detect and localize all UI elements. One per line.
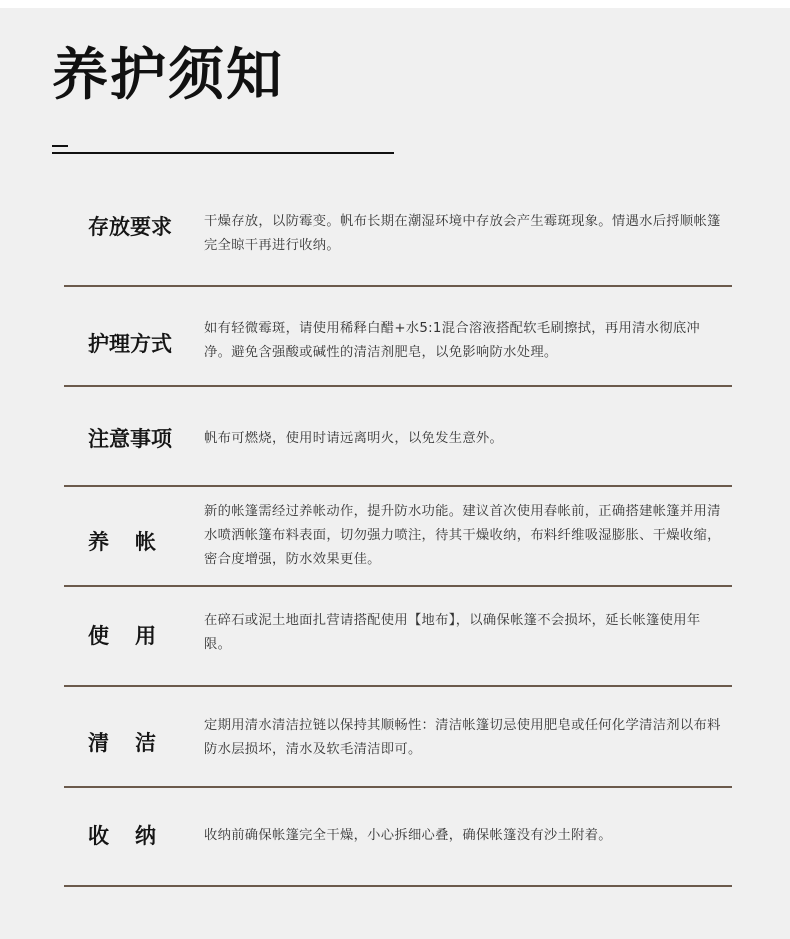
- section-label-usage: 使用: [88, 624, 182, 648]
- section-text-seasoning: 新的帐篷需经过养帐动作，提升防水功能。建议首次使用春帐前，正确搭建帐篷并用清水喷洒帐篷布料表面，切勿强力喷注，待其干燥收纳，布料纤维吸湿膨胀、干燥收缩，密合度增强，防水效果更佳。: [204, 504, 721, 567]
- section-text-caution: 帆布可燃烧，使用时请远离明火，以免发生意外。: [204, 431, 504, 446]
- section-text-care: 如有轻微霉斑，请使用稀释白醋+水5:1混合溶液搭配软毛刷擦拭，再用清水彻底冲净。避免含强酸或碱性的清洁剂肥皂，以免影响防水处理。: [204, 321, 701, 360]
- section-label-cleaning: 清洁: [88, 731, 182, 755]
- section-divider: [64, 885, 732, 887]
- section-text-cleaning: 定期用清水清洁拉链以保持其顺畅性：清洁帐篷切忌使用肥皂或任何化学清洁剂以布料防水层损坏，清水及软毛清洁即可。: [204, 718, 721, 757]
- section-divider: [64, 385, 732, 387]
- page-title: 养护须知: [52, 43, 284, 108]
- section-divider: [64, 485, 732, 487]
- section-divider: [64, 585, 732, 587]
- section-divider: [64, 285, 732, 287]
- section-text-storage: 干燥存放，以防霉变。帆布长期在潮湿环境中存放会产生霉斑现象。情遇水后捋顺帐篷完全晾干再进行收纳。: [204, 214, 721, 253]
- section-label-caution: 注意事项: [88, 427, 172, 451]
- top-strip: [0, 0, 790, 8]
- section-label-seasoning: 养帐: [88, 530, 182, 554]
- section-divider: [64, 685, 732, 687]
- section-text-packing: 收纳前确保帐篷完全干燥，小心拆细心叠，确保帐篷没有沙土附着。: [204, 828, 612, 843]
- section-divider: [64, 786, 732, 788]
- section-label-storage: 存放要求: [88, 215, 172, 239]
- title-dash: [52, 145, 68, 147]
- title-underline: [52, 152, 394, 154]
- section-text-usage: 在碎石或泥土地面扎营请搭配使用【地布】，以确保帐篷不会损坏，延长帐篷使用年限。: [204, 613, 701, 652]
- section-label-packing: 收纳: [88, 824, 182, 848]
- section-label-care: 护理方式: [88, 332, 172, 356]
